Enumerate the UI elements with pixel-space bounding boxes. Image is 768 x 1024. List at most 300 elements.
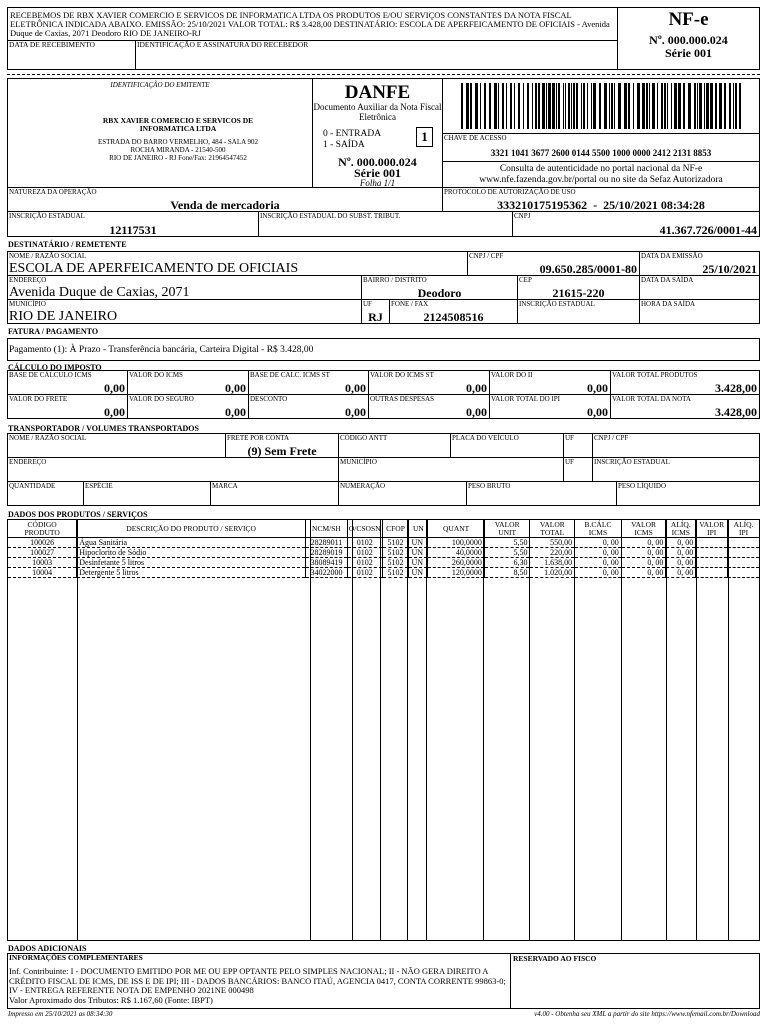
barcode-bar [704, 83, 705, 129]
imposto-section-title: CÁLCULO DO IMPOSTO [8, 363, 102, 372]
barcode-bar [715, 83, 717, 129]
barcode-bar [489, 83, 491, 129]
barcode-bar [671, 83, 672, 129]
imposto-field-value: 0,00 [466, 405, 487, 419]
table-cell: UN [409, 568, 428, 578]
dest-bairro-label: BAIRRO / DISTRITO [363, 276, 427, 284]
fatura-box [7, 338, 760, 361]
barcode-bar [527, 83, 529, 129]
dest-municipio-field [7, 299, 362, 324]
info-complementares-label: INFORMAÇÕES COMPLEMENTARES [9, 953, 143, 962]
barcode-box [442, 78, 760, 134]
produtos-header-cell: DESCRIÇÃO DO PRODUTO / SERVIÇO [77, 520, 306, 538]
barcode-bar [466, 83, 469, 129]
imposto-field [610, 370, 760, 395]
table-cell: 5102 [382, 568, 409, 578]
barcode-bar [502, 83, 504, 129]
ie-st-field [258, 211, 513, 237]
produtos-column-divider [407, 519, 408, 941]
barcode-bar [480, 83, 481, 129]
dest-cep-label: CEP [519, 276, 532, 284]
consulta-line2: www.nfe.fazenda.gov.br/portal ou no site da Sefaz Autorizadora [479, 175, 723, 185]
canhoto-signature-label: IDENTIFICAÇÃO E ASSINATURA DO RECEBEDOR [137, 40, 309, 49]
dest-saida-field [639, 275, 760, 300]
ie-st-label: INSCRIÇÃO ESTADUAL DO SUBST. TRIBUT. [260, 212, 401, 220]
danfe-box [312, 78, 443, 188]
dest-saida-label: DATA DA SAÍDA [641, 276, 694, 284]
barcode-bar [646, 83, 648, 129]
emitente-name: RBX XAVIER COMERCIO E SERVICOS DE INFORMATICA LTDA [102, 116, 254, 133]
table-cell: 10004 [8, 568, 77, 578]
table-cell: 120,0000 [428, 568, 485, 578]
transp-frete-value: (9) Sem Frete [247, 444, 317, 458]
transp-antt-field [338, 433, 451, 458]
barcode-bar [532, 83, 533, 129]
imposto-field-label: OUTRAS DESPESAS [370, 395, 434, 403]
dest-bairro-field [361, 275, 518, 300]
imposto-field [368, 394, 490, 419]
imposto-field-value: 0,00 [345, 405, 366, 419]
dest-hora-label: HORA DA SAÍDA [641, 300, 696, 308]
table-cell [728, 568, 760, 578]
barcode-bar [599, 83, 601, 129]
table-cell: 0, 00 [666, 538, 696, 548]
barcode-bar [538, 83, 540, 129]
barcode-bar [558, 83, 560, 129]
table-row [8, 558, 760, 568]
canhoto-number: Nº. 000.000.024 [649, 33, 728, 47]
dest-nome-value: ESCOLA DE APERFEICAMENTO DE OFICIAIS [9, 261, 299, 276]
dest-endereco-value: Avenida Duque de Caxias, 2071 [9, 285, 190, 300]
imposto-field-label: VALOR TOTAL DO IPI [491, 395, 560, 403]
barcode-bar [733, 83, 734, 129]
produtos-section-title: DADOS DOS PRODUTOS / SERVIÇOS [8, 510, 148, 519]
transp-antt-label: CÓDIGO ANTT [340, 434, 388, 442]
dest-cnpj-field [467, 251, 640, 276]
danfe-saida: 1 - SAÍDA [323, 140, 365, 150]
table-cell: 0, 00 [621, 538, 666, 548]
barcode-bar [735, 83, 737, 129]
dest-cnpj-value: 09.650.285/0001-80 [539, 262, 637, 276]
produtos-header-cell: VALOR ICMS [621, 520, 666, 538]
imposto-field-label: VALOR TOTAL PRODUTOS [612, 371, 698, 379]
table-cell: 28289019 [306, 548, 348, 558]
footer-printed-at: Impresso em 25/10/2021 as 08:34:30 [8, 1010, 113, 1018]
produtos-column-divider [621, 519, 622, 941]
transp-numeracao-field [338, 481, 467, 506]
transp-frete-field [225, 433, 339, 458]
imposto-field-value: 0,00 [225, 381, 246, 395]
consulta-box [442, 161, 760, 188]
dest-bairro-value: Deodoro [417, 286, 462, 300]
transp-marca-label: MARCA [212, 482, 238, 490]
table-cell: 100,0000 [428, 538, 485, 548]
transp-municipio-label: MUNICÍPIO [340, 458, 377, 466]
transp-uf2-label: UF [565, 458, 574, 466]
produtos-header-cell: B.CÁLC ICMS [575, 520, 622, 538]
dest-endereco-label: ENDEREÇO [9, 276, 47, 284]
imposto-field-label: VALOR DO SEGURO [129, 395, 194, 403]
dest-cnpj-label: CNPJ / CPF [469, 252, 504, 260]
barcode-bar [583, 83, 585, 129]
table-cell: 1.638,00 [530, 558, 575, 568]
imposto-field [7, 370, 128, 395]
barcode-bar [674, 83, 677, 129]
produtos-column-divider [666, 519, 667, 941]
transp-uf-label: UF [565, 434, 574, 442]
produtos-column-divider [574, 519, 575, 941]
table-cell: 0102 [347, 568, 382, 578]
barcode-bar [678, 83, 681, 129]
transp-peso-bruto-field [466, 481, 617, 506]
transp-frete-label: FRETE POR CONTA [227, 434, 290, 442]
dest-hora-field [639, 299, 760, 324]
imposto-field-value: 0,00 [466, 381, 487, 395]
imposto-field-label: DESCONTO [250, 395, 288, 403]
natureza-value: Venda de mercadoria [170, 198, 280, 212]
info-tributos-text: Valor Aproximado dos Tributos: R$ 1.167,60 (Fonte: IBPT) [9, 995, 213, 1005]
barcode-bar [688, 83, 691, 129]
imposto-field-value: 0,00 [104, 381, 125, 395]
imposto-field [610, 394, 760, 419]
dest-nome-field [7, 251, 468, 276]
cnpj-field [512, 211, 760, 237]
fisco-box [510, 953, 760, 1009]
barcode-bar [506, 83, 507, 129]
table-cell [728, 538, 760, 548]
transp-quantidade-field [7, 481, 84, 506]
danfe-title: DANFE [344, 82, 411, 103]
dest-uf-field [361, 299, 390, 324]
produtos-header-cell: UN [409, 520, 428, 538]
barcode-bar [498, 83, 499, 129]
transp-ie-field [592, 457, 760, 482]
dest-fone-field [389, 299, 518, 324]
table-cell: 0102 [347, 558, 382, 568]
barcode-bar [571, 83, 572, 129]
table-cell: Hipoclorito de Sódio [77, 548, 306, 558]
produtos-header-cell: ALÍQ. ICMS [666, 520, 696, 538]
table-cell [696, 568, 728, 578]
table-cell: 0, 00 [666, 558, 696, 568]
table-cell: UN [409, 538, 428, 548]
imposto-field-value: 0,00 [587, 405, 608, 419]
barcode-bar [591, 83, 592, 129]
produtos-header-row [8, 520, 760, 538]
table-cell: 6,30 [484, 558, 530, 568]
imposto-field-value: 0,00 [225, 405, 246, 419]
dest-fone-value: 2124508516 [423, 310, 484, 324]
imposto-field [127, 394, 249, 419]
barcode-bar [683, 83, 685, 129]
ie-field [7, 211, 259, 237]
table-cell: 5102 [382, 538, 409, 548]
table-cell: 34022000 [306, 568, 348, 578]
barcode-bar [573, 83, 575, 129]
produtos-header-cell: VALOR UNIT [484, 520, 530, 538]
danfe-tipo-box: 1 [416, 127, 433, 147]
cnpj-label: CNPJ [514, 212, 531, 220]
ie-value: 12117531 [109, 223, 157, 237]
imposto-field-value: 0,00 [104, 405, 125, 419]
imposto-field [489, 394, 611, 419]
table-cell: 220,00 [530, 548, 575, 558]
table-row [8, 538, 760, 548]
table-cell: Água Sanitária [77, 538, 306, 548]
canhoto-date-field [7, 40, 136, 70]
produtos-column-divider [529, 519, 530, 941]
chave-box [442, 133, 760, 162]
produtos-column-divider [380, 519, 381, 941]
barcode-bar [697, 83, 698, 129]
produtos-column-divider [696, 519, 697, 941]
imposto-field-label: VALOR DO ICMS [129, 371, 183, 379]
protocolo-field [442, 187, 760, 212]
imposto-field-value: 0,00 [587, 381, 608, 395]
barcode-bar [576, 83, 578, 129]
imposto-field-label: VALOR DO FRETE [9, 395, 68, 403]
chave-label: CHAVE DE ACESSO [444, 134, 507, 142]
cut-line [7, 74, 760, 75]
barcode-bar [661, 83, 663, 129]
transp-numeracao-label: NUMERAÇÃO [340, 482, 386, 490]
transp-nome-field [7, 433, 226, 458]
imposto-field-value: 0,00 [345, 381, 366, 395]
produtos-column-divider [483, 519, 484, 941]
produtos-header-cell: VALOR IPI [696, 520, 728, 538]
barcode-bar [484, 83, 486, 129]
barcode-bar [604, 83, 607, 129]
barcode-bar [548, 83, 551, 129]
imposto-field-label: VALOR DO ICMS ST [370, 371, 434, 379]
transp-endereco-label: ENDEREÇO [9, 458, 47, 466]
table-cell [696, 558, 728, 568]
imposto-field-label: BASE DE CALC. ICMS ST [250, 371, 330, 379]
barcode-bar [637, 83, 640, 129]
transp-peso-liquido-field [616, 481, 760, 506]
consulta-line1: Consulta de autenticidade no portal nacional da NF-e [499, 164, 703, 174]
table-cell: UN [409, 558, 428, 568]
barcode-bar [568, 83, 570, 129]
table-cell: 5,50 [484, 538, 530, 548]
transp-placa-label: PLACA DO VEÍCULO [452, 434, 519, 442]
table-cell: 0, 00 [666, 568, 696, 578]
emitente-label: IDENTIFICAÇÃO DO EMITENTE [110, 81, 210, 89]
barcode-bar [694, 83, 696, 129]
transp-endereco-field [7, 457, 339, 482]
transp-quantidade-label: QUANTIDADE [9, 482, 56, 490]
nfe-title: NF-e [668, 9, 709, 30]
transp-peso-liquido-label: PESO LÍQUIDO [618, 482, 667, 490]
destinatario-section-title: DESTINATÁRIO / REMETENTE [8, 240, 127, 249]
imposto-field-value: 3.428,00 [715, 405, 757, 419]
emitente-address: ESTRADA DO BARRO VERMELHO, 484 - SALA 902 [97, 138, 259, 146]
barcode-bar [514, 83, 515, 129]
imposto-field-label: VALOR DO II [491, 371, 533, 379]
canhoto-text: RECEBEMOS DE RBX XAVIER COMERCIO E SERVICOS DE INFORMATICA LTDA OS PRODUTOS E/OU SERVIÇOS CONSTANTES DA NOTA FISCAL ELETRÔNICA INDICADA ABAIXO. EMISSÃO: 25/10/2021 VALOR TOTAL: R$ 3.428,00 DESTINATÁRIO: ESCOLA DE APERFEICAMENTO DE OFICIAIS - Avenida Duque de Caxias, 2071 Deodoro RIO DE JANEIRO-RJ [10, 10, 610, 38]
imposto-field [248, 394, 369, 419]
barcode-bar [611, 83, 613, 129]
imposto-field [127, 370, 249, 395]
natureza-label: NATUREZA DA OPERAÇÃO [9, 188, 97, 196]
barcode-bar [724, 83, 726, 129]
transp-especie-label: ESPÉCIE [85, 482, 113, 490]
barcode-bar [664, 83, 666, 129]
transp-cnpj-field [592, 433, 760, 458]
transp-peso-bruto-label: PESO BRUTO [468, 482, 511, 490]
dest-municipio-label: MUNICÍPIO [9, 300, 46, 308]
table-cell: 5102 [382, 558, 409, 568]
transp-uf-field [563, 433, 593, 458]
imposto-field [248, 370, 369, 395]
transportador-section-title: TRANSPORTADOR / VOLUMES TRANSPORTADOS [8, 424, 199, 433]
table-cell: 0, 00 [621, 558, 666, 568]
table-cell: 0, 00 [575, 558, 622, 568]
transp-uf2-field [563, 457, 593, 482]
barcode-bar [624, 83, 627, 129]
info-complementares-box [7, 953, 511, 1009]
dest-fone-label: FONE / FAX [391, 300, 429, 308]
barcode-bar [518, 83, 520, 129]
dest-ie-label: INSCRIÇÃO ESTADUAL [519, 300, 595, 308]
dest-ie-field [517, 299, 640, 324]
canhoto-nfe-box [617, 7, 760, 70]
transp-ie-label: INSCRIÇÃO ESTADUAL [594, 458, 670, 466]
imposto-field-value: 3.428,00 [715, 381, 757, 395]
produtos-column-divider [77, 519, 78, 941]
dest-municipio-value: RIO DE JANEIRO [9, 309, 118, 324]
table-row [8, 568, 760, 578]
table-cell: 0, 00 [575, 538, 622, 548]
table-cell: 0, 00 [621, 548, 666, 558]
produtos-header-cell: ALÍQ. IPI [728, 520, 760, 538]
natureza-field [7, 187, 443, 212]
barcode-bar [593, 83, 596, 129]
barcode-bar [587, 83, 588, 129]
table-cell: 0, 00 [666, 548, 696, 558]
ie-label: INSCRIÇÃO ESTADUAL [9, 212, 85, 220]
table-cell: 10003 [8, 558, 77, 568]
danfe-serie: Série 001 [354, 166, 401, 180]
barcode-bar [563, 83, 564, 129]
barcode-bar [494, 83, 497, 129]
canhoto-signature-field [135, 40, 618, 70]
transp-marca-field [210, 481, 339, 506]
produtos-column-divider [310, 519, 311, 941]
danfe-entrada: 0 - ENTRADA [323, 129, 382, 139]
produtos-column-divider [352, 519, 353, 941]
produtos-header-cell: VALOR TOTAL [530, 520, 575, 538]
table-cell: 100026 [8, 538, 77, 548]
dest-uf-label: UF [363, 300, 372, 308]
danfe-number: Nº. 000.000.024 [338, 155, 417, 169]
barcode-bar [535, 83, 537, 129]
table-cell: 5102 [382, 548, 409, 558]
table-cell: 28289011 [306, 538, 348, 548]
canhoto-date-label: DATA DE RECEBIMENTO [9, 40, 95, 49]
dest-cep-field [517, 275, 640, 300]
table-cell: 8,50 [484, 568, 530, 578]
barcode-bar [628, 83, 630, 129]
danfe-subtitle: Documento Auxiliar da Nota Fiscal Eletrônica [313, 102, 442, 122]
fatura-text: Pagamento (1): À Prazo - Transferência bancária, Carteira Digital - R$ 3.428,00 [9, 345, 314, 355]
emitente-city: RIO DE JANEIRO - RJ Fone/Fax: 21964547452 [109, 154, 247, 162]
table-cell: 0102 [347, 538, 382, 548]
table-cell: 550,00 [530, 538, 575, 548]
imposto-field [368, 370, 490, 395]
barcode-bar [556, 83, 557, 129]
produtos-header-cell: CÓDIGO PRODUTO [8, 520, 77, 538]
barcode-bar [642, 83, 645, 129]
cnpj-value: 41.367.726/0001-44 [659, 223, 757, 237]
emitente-box [7, 78, 313, 188]
barcode-bar [470, 83, 472, 129]
barcode-bar [546, 83, 547, 129]
fatura-section-title: FATURA / PAGAMENTO [8, 327, 99, 336]
barcode-bar [739, 83, 741, 129]
table-cell: 0, 00 [575, 568, 622, 578]
transp-especie-field [83, 481, 211, 506]
dest-emissao-label: DATA DA EMISSÃO [641, 252, 703, 260]
barcode-bar [475, 83, 478, 129]
barcode-bar [649, 83, 650, 129]
table-cell: 260,0000 [428, 558, 485, 568]
dest-nome-label: NOME / RAZÃO SOCIAL [9, 252, 87, 260]
table-cell: 5,50 [484, 548, 530, 558]
adicionais-section-title: DADOS ADICIONAIS [8, 944, 87, 953]
protocolo-value: 333210175195362 - 25/10/2021 08:34:28 [497, 198, 705, 212]
table-row [8, 548, 760, 558]
barcode-bar [652, 83, 655, 129]
table-cell: 1.020,00 [530, 568, 575, 578]
transp-cnpj-label: CNPJ / CPF [594, 434, 629, 442]
barcode-bar [614, 83, 615, 129]
barcode-bar [523, 83, 524, 129]
barcode-bar [461, 83, 463, 129]
transp-municipio-field [338, 457, 564, 482]
transp-nome-label: NOME / RAZÃO SOCIAL [9, 434, 87, 442]
imposto-field [7, 394, 128, 419]
dest-emissao-field [639, 251, 760, 276]
barcode-bar [667, 83, 668, 129]
dest-cep-value: 21615-220 [552, 286, 605, 300]
produtos-header-cell: CFOP [382, 520, 409, 538]
barcode-bar [552, 83, 555, 129]
table-cell: 0102 [347, 548, 382, 558]
barcode-bar [565, 83, 566, 129]
footer-version: v4.00 - Obtenha seu XML a partir do site https://www.nfemail.com.br/Download [534, 1010, 760, 1018]
barcode-bar [729, 83, 731, 129]
produtos-header-cell: QUANT [428, 520, 485, 538]
imposto-field-label: BASE DE CÁLCULO ICMS [9, 371, 92, 379]
produtos-frame [7, 519, 760, 941]
barcode-bar [719, 83, 722, 129]
produtos-header-cell: O/CSOSN [347, 520, 382, 538]
barcode-bar [581, 83, 582, 129]
barcode-bar [633, 83, 634, 129]
canhoto-serie: Série 001 [665, 46, 712, 60]
barcode-bar [542, 83, 545, 129]
table-cell [696, 538, 728, 548]
imposto-field-label: VALOR TOTAL DA NOTA [612, 395, 691, 403]
emitente-district: ROCHA MIRANDA - 21540-500 [130, 146, 226, 154]
chave-value: 3321 1041 3677 2600 0144 5500 1000 0000 2412 2131 8853 [490, 148, 712, 158]
info-complementares-text: Inf. Contribuinte: I - DOCUMENTO EMITIDO POR ME OU EPP OPTANTE PELO SIMPLES NACIONAL; II - NÃO GERA DIREITO A CRÉDITO FISCAL DE ICMS, DE ISS E DE IPI; III - DADOS BANCÁRIOS: BANCO ITAÚ, AGENCIA 0417, CONTA CORRENTE 99863-0; IV - ENTREGA REFERENTE NOTA DE EMPENHO 2021NE 000498 [9, 966, 506, 995]
barcode-bar [710, 83, 713, 129]
barcode-image [461, 83, 743, 129]
dest-emissao-value: 25/10/2021 [702, 262, 757, 276]
dest-uf-value: RJ [368, 310, 383, 324]
